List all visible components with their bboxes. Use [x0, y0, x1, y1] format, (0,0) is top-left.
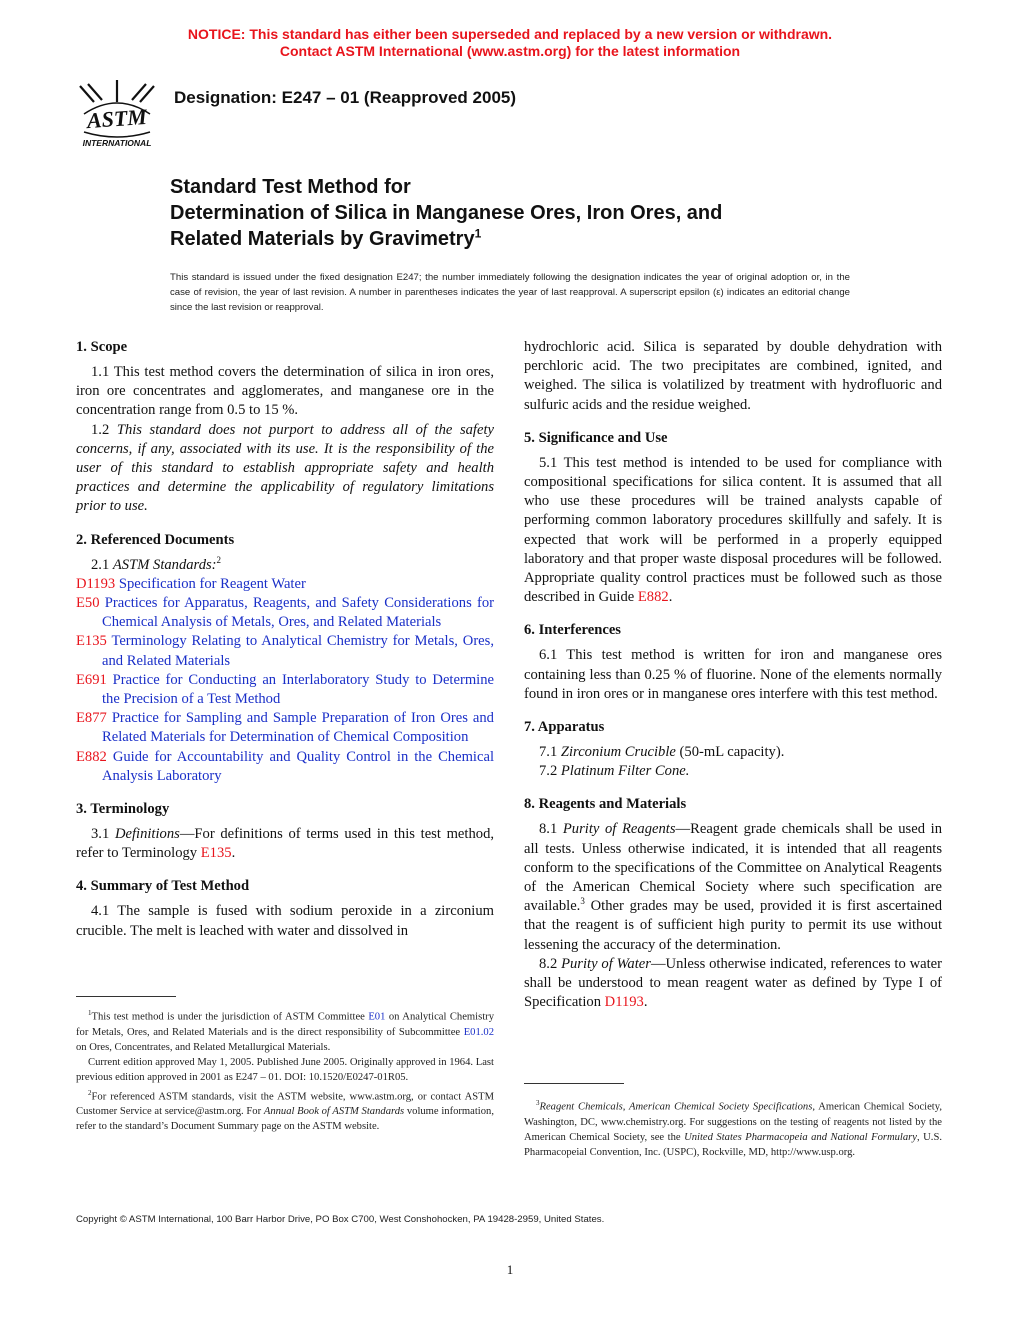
footnote-2: $^2$For referenced ASTM standards, visit the ASTM website, www.astm.org, or contact ASTM Customer Service at service@astm.org. For Annual Book of ASTM Standards volume information, refer to the standard’s Document Summary page on the ASTM website.: [76, 1088, 494, 1133]
footnote-3: $^3$Reagent Chemicals, American Chemical Society Specifications, American Chemical Society, Washington, DC, www.chemistry.org. For suggestions on the testing of reagents not listed by the American Chemical Society, see the United States Pharmacopeia and National Formulary, U.S. Pharmacopeial Convention, Inc. (USPC), Rockville, MD, http://www.usp.org.: [524, 1099, 942, 1159]
footnote-rule-left: [76, 996, 176, 997]
section-heading-referenced-documents: 2. Referenced Documents: [76, 531, 235, 548]
subcommittee-link[interactable]: E01.02: [463, 1026, 494, 1038]
scope-1-2: 1.2 This standard does not purport to address all of the safety concerns, if any, associated with its use. It is the responsibility of the user of this standard to establish appropriate safety and health practices and determine the applicability of regulatory limitations prior to use.: [76, 421, 494, 515]
footnotes-left: [76, 1006, 494, 1135]
section-heading-scope: 1. Scope: [76, 339, 128, 355]
ref-item[interactable]: E691 Practice for Conducting an Interlaboratory Study to Determine the Precision of a Test Method: [76, 671, 495, 708]
interferences-6-1: 6.1 This test method is written for iron and manganese ores containing less than 0.25 % of fluorine. None of the elements normally found in iron ores or in manganese ores interfere with this test method.: [524, 647, 942, 702]
notice-line-1: NOTICE: This standard has either been superseded and replaced by a new version or withdrawn.: [187, 26, 833, 42]
logo-subtext: INTERNATIONAL: [82, 138, 152, 148]
ref-item[interactable]: D1193 Specification for Reagent Water: [76, 575, 306, 592]
committee-link[interactable]: E01: [368, 1011, 386, 1023]
supersede-notice: [0, 26, 1020, 60]
footnote-rule-right: [524, 1083, 624, 1084]
title-line-1: Standard Test Method for: [170, 176, 411, 198]
left-column: [76, 338, 494, 941]
right-column: [524, 338, 942, 1012]
notice-line-2: Contact ASTM International (www.astm.org) for the latest information: [279, 43, 741, 59]
reagents-8-1: 8.1 Purity of Reagents—Reagent grade chemicals shall be used in all tests. Unless otherwise indicated, it is intended that all reagents conform to the specifications of the Committee on Analytical Reagents of the American Chemical Society where such specification are available.$^3$ Other grades may be used, provided it is first ascertained that the reagent is of sufficient high purity to permit its use without lessening the accuracy of the determination.: [524, 821, 942, 953]
section-heading-significance: 5. Significance and Use: [524, 429, 668, 446]
issued-note: This standard is issued under the fixed designation E247; the number immediately following the designation indicates the year of original adoption or, in the case of revision, the year of last revision. A number in parentheses indicates the year of last reapproval. A superscript epsilon (ε) indicates an editorial change since the last revision or reapproval.: [170, 272, 850, 313]
water-spec-link[interactable]: D1193: [604, 994, 644, 1011]
summary-4-1: 4.1 The sample is fused with sodium peroxide in a zirconium crucible. The melt is leached with water and dissolved in: [76, 903, 494, 939]
footnote-1: $^1$This test method is under the jurisdiction of ASTM Committee E01 on Analytical Chemistry for Metals, Ores, and Related Materials and is the direct responsibility of Subcommittee E01.02 on Ores, Concentrates, and Related Metallurgical Materials.: [76, 1009, 494, 1053]
footnote-1-edition: Current edition approved May 1, 2005. Published June 2005. Originally approved in 1964. Last previous edition approved in 2001 as E247 – 01. DOI: 10.1520/E0247-01R05.: [76, 1057, 494, 1084]
terminology-link[interactable]: E135: [200, 845, 232, 862]
section-heading-reagents: 8. Reagents and Materials: [524, 796, 687, 813]
section-heading-terminology: 3. Terminology: [76, 801, 170, 818]
designation: Designation: E247 – 01 (Reapproved 2005): [174, 88, 517, 107]
apparatus-7-2: 7.2 Platinum Filter Cone.: [539, 763, 690, 780]
ref-item[interactable]: E882 Guide for Accountability and Quality Control in the Chemical Analysis Laboratory: [76, 748, 494, 784]
copyright-line: Copyright © ASTM International, 100 Barr Harbor Drive, PO Box C700, West Conshohocken, PA 19428-2959, United States.: [76, 1214, 605, 1225]
scope-1-1: 1.1 This test method covers the determination of silica in iron ores, iron ore concentrates and agglomerates, and manganese ore in the concentration range from 0.5 to 15 %.: [76, 364, 494, 419]
title-line-2: Determination of Silica in Manganese Ores, Iron Ores, and: [170, 202, 723, 224]
section-heading-apparatus: 7. Apparatus: [524, 719, 605, 736]
ref-item[interactable]: E50 Practices for Apparatus, Reagents, and Safety Considerations for Chemical Analysis of Metals, Ores, and Related Materials: [76, 595, 494, 631]
summary-continued: hydrochloric acid. Silica is separated by double dehydration with perchloric acid. The two precipitates are combined, ignited, and weighed. The silica is volatilized by treatment with hydrofluoric and sulfuric acids and the residue weighed.: [524, 339, 942, 413]
title-footnote-ref: 1: [474, 226, 482, 241]
title-line-3: Related Materials by Gravimetry$^1$: [170, 226, 482, 250]
page-number: 1: [506, 1262, 514, 1277]
significance-5-1: 5.1 This test method is intended to be used for compliance with compositional specifications for silica content. It is assumed that all who use these procedures will be trained analysts capable of performing common laboratory procedures skillfully and safely. It is expected that work will be performed in a properly equipped laboratory and that proper waste disposal procedures will be followed. Appropriate quality control practices must be followed such as those described in Guide E882.: [524, 454, 942, 606]
ref-item[interactable]: E877 Practice for Sampling and Sample Preparation of Iron Ores and Related Materials for Determination of Chemical Composition: [76, 710, 494, 746]
footnotes-right: [524, 1096, 942, 1160]
ref-item[interactable]: E135 Terminology Relating to Analytical Chemistry for Metals, Ores, and Related Materials: [76, 633, 494, 669]
significance-link[interactable]: E882: [637, 589, 669, 606]
apparatus-7-1: 7.1 Zirconium Crucible (50-mL capacity).: [539, 744, 785, 761]
reagents-8-2: 8.2 Purity of Water—Unless otherwise indicated, references to water shall be understood to mean reagent water as defined by Type I of Specification D1193.: [524, 955, 943, 1011]
terminology-3-1: 3.1 Definitions—For definitions of terms used in this test method, refer to Terminology E135.: [76, 826, 495, 862]
astm-logo: [74, 76, 160, 150]
section-heading-summary: 4. Summary of Test Method: [76, 878, 250, 895]
section-heading-interferences: 6. Interferences: [524, 622, 621, 639]
logo-text: ASTM: [86, 103, 148, 134]
refdocs-intro: 2.1 ASTM Standards:$^2$: [91, 554, 222, 573]
document-title: [170, 174, 890, 252]
